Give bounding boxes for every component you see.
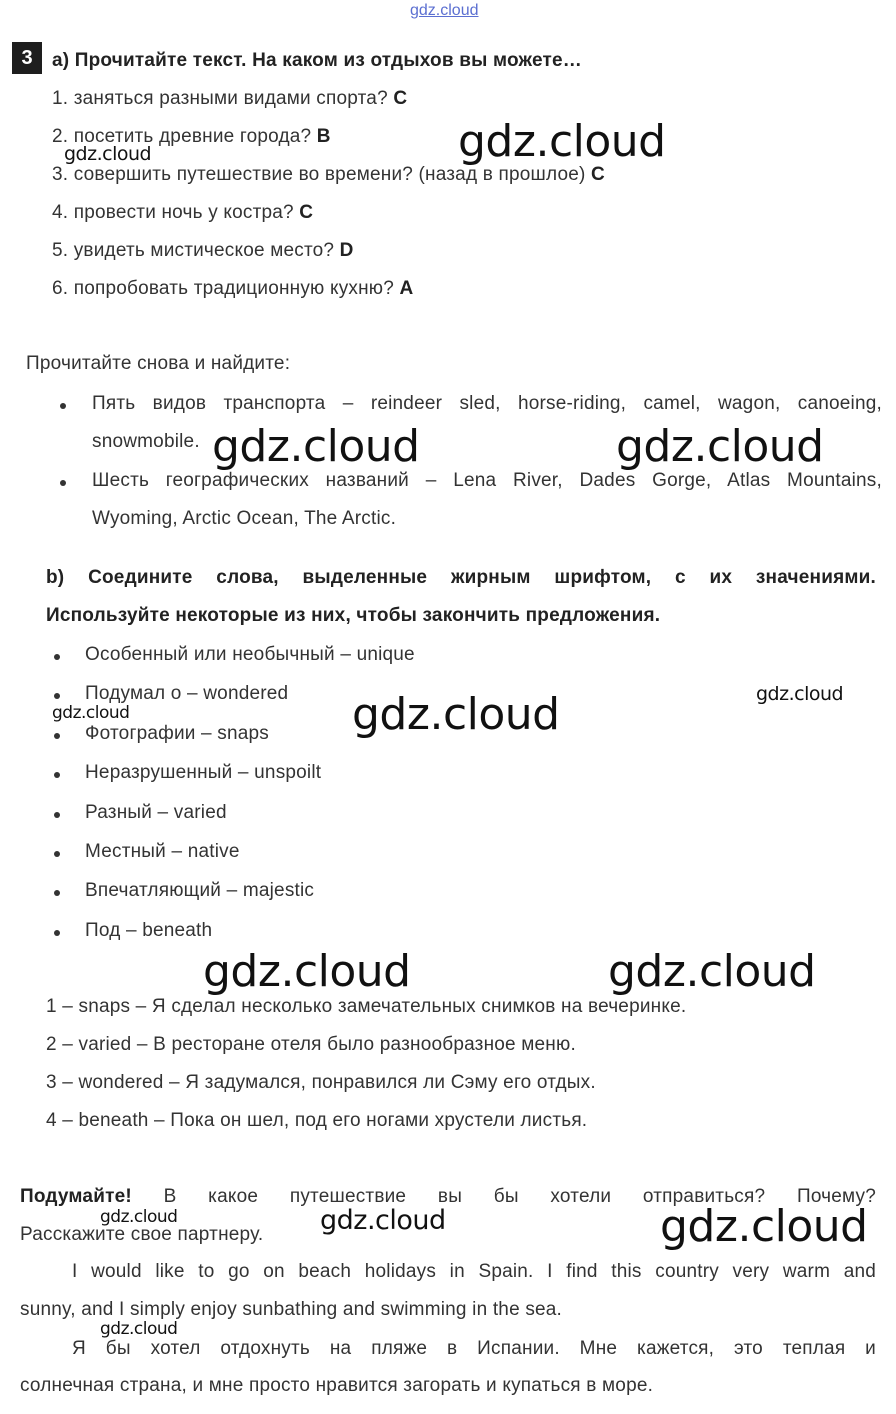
- russian-answer-line-1: Я бы хотел отдохнуть на пляже в Испании. Мне кажется, это теплая и: [72, 1338, 876, 1359]
- geo-line-2: Wyoming, Arctic Ocean, The Arctic.: [92, 508, 397, 529]
- bullet-dot: [54, 772, 60, 778]
- word-item: Неразрушенный – unspoilt: [85, 762, 322, 783]
- watermark: gdz.cloud: [320, 1205, 446, 1236]
- bullet-dot: [60, 480, 66, 486]
- bullet-dot: [54, 812, 60, 818]
- word-item: Впечатляющий – majestic: [85, 880, 315, 901]
- bullet-dot: [60, 403, 66, 409]
- part-a-title: a) Прочитайте текст. На каком из отдыхов вы можете…: [52, 50, 582, 71]
- reread-title: Прочитайте снова и найдите:: [26, 353, 291, 374]
- watermark: gdz.cloud: [756, 683, 844, 705]
- think-question-line-2: Расскажите свое партнеру.: [20, 1224, 264, 1245]
- word-item: Подумал о – wondered: [85, 683, 289, 704]
- question-item: 4. провести ночь у костра? C: [52, 202, 314, 223]
- watermark: gdz.cloud: [64, 143, 152, 165]
- site-link[interactable]: gdz.cloud: [410, 2, 479, 19]
- sentence-item: 4 – beneath – Пока он шел, под его ногами хрустели листья.: [46, 1110, 588, 1131]
- watermark: gdz.cloud: [458, 116, 666, 167]
- watermark: gdz.cloud: [352, 689, 560, 740]
- watermark: gdz.cloud: [203, 946, 411, 997]
- question-item: 6. попробовать традиционную кухню? A: [52, 278, 414, 299]
- bullet-dot: [54, 654, 60, 660]
- bullet-dot: [54, 733, 60, 739]
- task-number-badge: 3: [12, 42, 42, 74]
- sentence-item: 1 – snaps – Я сделал несколько замечательных снимков на вечеринке.: [46, 996, 687, 1017]
- russian-answer-line-2: солнечная страна, и мне просто нравится загорать и купаться в море.: [20, 1375, 654, 1396]
- part-b-title-line-2: Используйте некоторые из них, чтобы закончить предложения.: [46, 605, 661, 626]
- english-answer-line-2: sunny, and I simply enjoy sunbathing and swimming in the sea.: [20, 1299, 563, 1320]
- word-item: Под – beneath: [85, 920, 213, 941]
- think-question-line-1: Подумайте! В какое путешествие вы бы хотели отправиться? Почему?: [20, 1186, 876, 1207]
- word-item: Разный – varied: [85, 802, 227, 823]
- question-item: 5. увидеть мистическое место? D: [52, 240, 354, 261]
- watermark: gdz.cloud: [212, 421, 420, 472]
- watermark: gdz.cloud: [660, 1201, 868, 1252]
- sentence-item: 3 – wondered – Я задумался, понравился ли Сэму его отдых.: [46, 1072, 596, 1093]
- bullet-dot: [54, 930, 60, 936]
- watermark: gdz.cloud: [52, 703, 130, 723]
- bullet-dot: [54, 693, 60, 699]
- bullet-dot: [54, 851, 60, 857]
- question-item: 1. заняться разными видами спорта? C: [52, 88, 408, 109]
- part-b-title-line-1: b) Соедините слова, выделенные жирным шрифтом, с их значениями.: [46, 567, 876, 588]
- watermark: gdz.cloud: [608, 946, 816, 997]
- transport-line-1: Пять видов транспорта – reindeer sled, horse-riding, camel, wagon, canoeing,: [92, 393, 882, 414]
- word-item: Фотографии – snaps: [85, 723, 269, 744]
- question-item: 3. совершить путешествие во времени? (назад в прошлое) C: [52, 164, 605, 185]
- geo-line-1: Шесть географических названий – Lena River, Dades Gorge, Atlas Mountains,: [92, 470, 882, 491]
- word-item: Местный – native: [85, 841, 240, 862]
- sentence-item: 2 – varied – В ресторане отеля было разнообразное меню.: [46, 1034, 576, 1055]
- watermark: gdz.cloud: [100, 1319, 178, 1339]
- watermark: gdz.cloud: [100, 1207, 178, 1227]
- word-item: Особенный или необычный – unique: [85, 644, 415, 665]
- bullet-dot: [54, 890, 60, 896]
- transport-line-2: snowmobile.: [92, 431, 200, 452]
- question-item: 2. посетить древние города? B: [52, 126, 331, 147]
- english-answer-line-1: I would like to go on beach holidays in Spain. I find this country very warm and: [72, 1261, 876, 1282]
- watermark: gdz.cloud: [616, 421, 824, 472]
